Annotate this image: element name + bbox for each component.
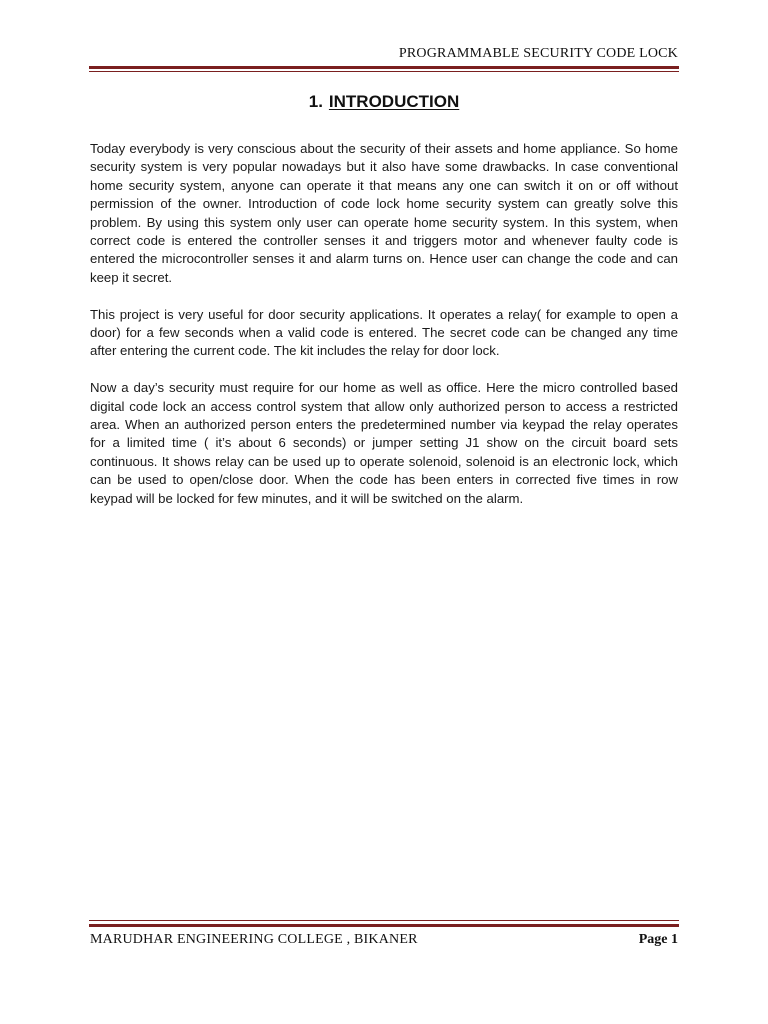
page-number: Page 1 [638,932,678,947]
paragraph-2: This project is very useful for door security applications. It operates a relay( for example to open a door) for a few seconds when a valid code is entered. The secret code can be changed any time after entering the current code. The kit includes the relay for door lock. [90,306,678,359]
section-title [0,92,768,112]
footer-college-name: MARUDHAR ENGINEERING COLLEGE , BIKANER [90,932,418,947]
body-text [90,140,678,526]
header-rule-thick [89,66,679,69]
footer-rule-thick [89,924,679,927]
section-heading: INTRODUCTION [328,92,460,111]
paragraph-3: Now a day’s security must require for our home as well as office. Here the micro controlled based digital code lock an access control system that allow only authorized person to access a restricted area. When an authorized person enters the predetermined number via keypad the relay operates for a limited time ( it’s about 6 seconds) or jumper setting J1 show on the circuit board sets continuous. It shows relay can be used up to operate solenoid, solenoid is an electronic lock, which can be used to open/close door. When the code has been enters in corrected five times in row keypad will be locked for few minutes, and it will be switched on the alarm. [90,380,678,506]
footer-rule-thin [89,920,679,921]
paragraph-1: Today everybody is very conscious about the security of their assets and home appliance. So home security system is very popular nowadays but it also have some drawbacks. In case conventional home security system, anyone can operate it that means any one can switch it on or off without permission of the owner. Introduction of code lock home security system can greatly solve this problem. By using this system only user can operate home security system. In this system, when correct code is entered the controller senses it and triggers motor and whenever faulty code is entered the microcontroller senses it and alarm turns on. Hence user can change the code and can keep it secret. [90,141,678,285]
header-rule-thin [89,71,679,72]
running-header: PROGRAMMABLE SECURITY CODE LOCK [398,46,678,61]
section-number: 1. [308,92,323,111]
